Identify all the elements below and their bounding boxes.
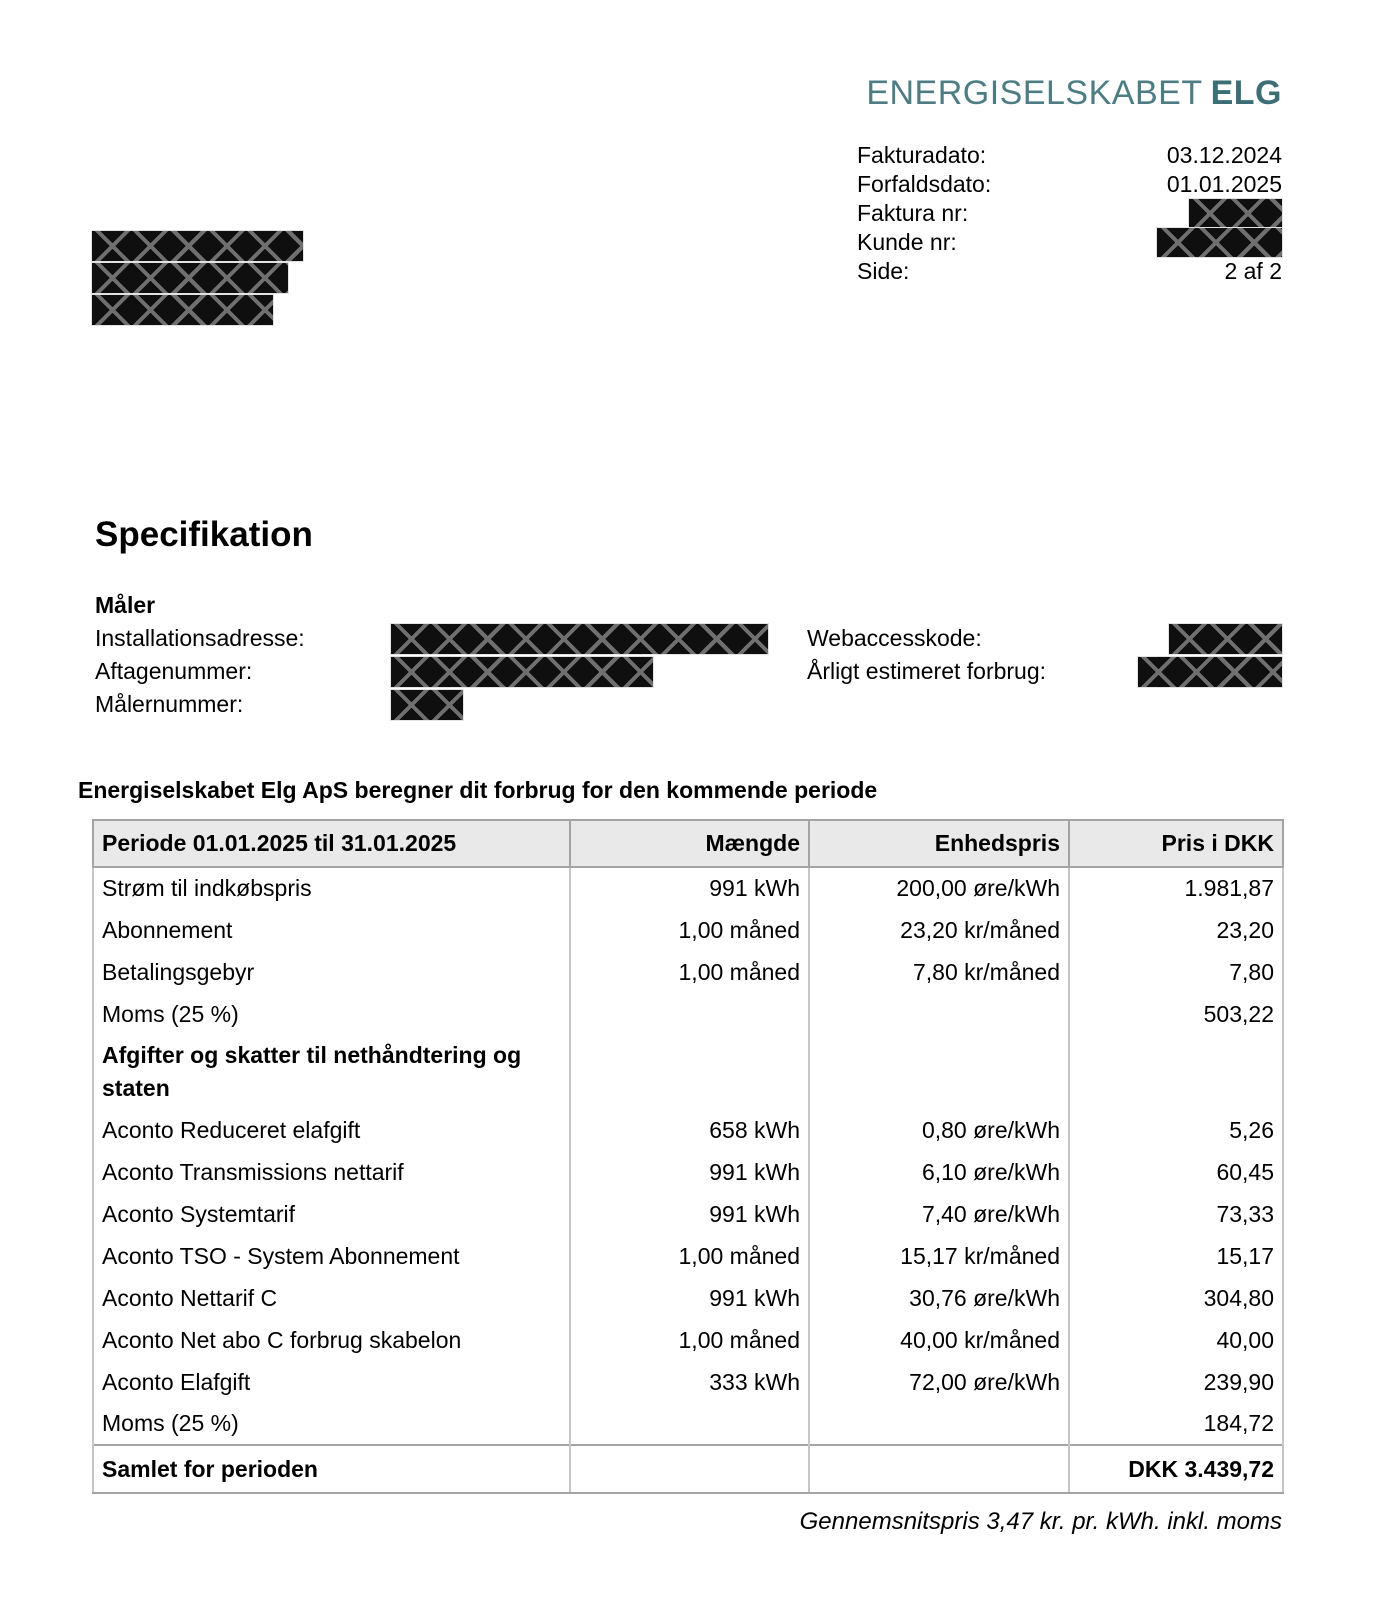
table-row [93,909,1283,951]
meter-heading: Måler [95,592,156,618]
cell-label: Aconto Nettarif C [93,1277,570,1319]
meter-row [95,655,1282,688]
empty-cell [570,1445,809,1493]
empty-cell [809,1445,1069,1493]
meter-label-meter-number: Målernummer: [95,691,244,717]
cell-quantity: 1,00 måned [570,1319,809,1361]
cell-label: Strøm til indkøbspris [93,867,570,909]
redacted-metering-point-number [391,657,653,687]
meter-label-web-access-code: Webaccesskode: [807,625,982,651]
col-header-price: Pris i DKK [1069,820,1283,867]
cell-label: Moms (25 %) [93,1403,570,1445]
redacted-meter-number [391,690,463,720]
meter-row [95,622,1282,655]
meter-label-metering-point: Aftagenummer: [95,658,253,684]
meta-row-invoice-number [857,199,1282,228]
table-row [93,1109,1283,1151]
col-header-unit-price: Enhedspris [809,820,1069,867]
cell-unit-price: 40,00 kr/måned [809,1319,1069,1361]
table-row [93,1277,1283,1319]
col-header-period: Periode 01.01.2025 til 31.01.2025 [93,820,570,867]
cell-quantity: 333 kWh [570,1361,809,1403]
cell-price: 73,33 [1069,1193,1283,1235]
redacted-address-line [92,263,288,293]
average-price-note: Gennemsnitspris 3,47 kr. pr. kWh. inkl. moms [799,1508,1282,1535]
table-row [93,1035,1283,1109]
cell-quantity: 1,00 måned [570,951,809,993]
cell-label: Afgifter og skatter til nethåndtering og staten [93,1035,570,1109]
cell-price: 239,90 [1069,1361,1283,1403]
cell-label: Aconto Systemtarif [93,1193,570,1235]
table-row [93,867,1283,909]
cell-label: Betalingsgebyr [93,951,570,993]
redacted-estimated-consumption [1138,657,1282,687]
table-row [93,1193,1283,1235]
cell-unit-price: 15,17 kr/måned [809,1235,1069,1277]
redacted-address-line [92,231,303,261]
meta-value: 03.12.2024 [1166,142,1282,168]
brand-name: ENERGISELSKABET [866,74,1203,112]
cell-quantity: 991 kWh [570,1193,809,1235]
cell-unit-price: 200,00 øre/kWh [809,867,1069,909]
meter-label-installation-address: Installationsadresse: [95,625,305,651]
meter-section [95,589,1282,721]
table-row [93,1403,1283,1445]
cell-price: 1.981,87 [1069,867,1283,909]
cell-quantity: 991 kWh [570,867,809,909]
page-title: Specifikation [95,515,313,554]
meta-label: Side: [857,258,910,284]
cell-price: 304,80 [1069,1277,1283,1319]
cell-price: 503,22 [1069,993,1283,1035]
table-row [93,1235,1283,1277]
meta-label: Faktura nr: [857,200,969,226]
cell-quantity [570,1035,809,1109]
meta-row-invoice-date [857,141,1282,170]
cell-price: 184,72 [1069,1403,1283,1445]
meta-row-customer-number [857,228,1282,257]
table-row [93,1319,1283,1361]
meta-row-due-date [857,170,1282,199]
cell-price: 60,45 [1069,1151,1283,1193]
cell-unit-price: 30,76 øre/kWh [809,1277,1069,1319]
cell-price: 23,20 [1069,909,1283,951]
meta-value: 01.01.2025 [1166,171,1282,197]
cell-unit-price [809,1403,1069,1445]
cell-quantity [570,993,809,1035]
cell-label: Abonnement [93,909,570,951]
redacted-invoice-number [1189,199,1282,228]
table-row [93,951,1283,993]
meta-label: Forfaldsdato: [857,171,992,197]
cell-unit-price [809,993,1069,1035]
cell-price [1069,1035,1283,1109]
cell-unit-price: 72,00 øre/kWh [809,1361,1069,1403]
meter-label-estimated-consumption: Årligt estimeret forbrug: [807,658,1047,684]
meta-row-page [857,257,1282,286]
cell-label: Moms (25 %) [93,993,570,1035]
meta-label: Kunde nr: [857,229,957,255]
cell-unit-price: 7,80 kr/måned [809,951,1069,993]
cell-unit-price: 7,40 øre/kWh [809,1193,1069,1235]
cell-unit-price [809,1035,1069,1109]
cell-price: 40,00 [1069,1319,1283,1361]
cell-quantity: 991 kWh [570,1277,809,1319]
table-row [93,1361,1283,1403]
brand-logo [866,74,1282,113]
cell-label: Aconto Transmissions nettarif [93,1151,570,1193]
total-value: DKK 3.439,72 [1069,1445,1283,1493]
cell-price: 5,26 [1069,1109,1283,1151]
meter-row [95,688,1282,721]
redacted-recipient-address [92,231,303,327]
cell-label: Aconto Elafgift [93,1361,570,1403]
total-row [93,1445,1283,1493]
table-header-row [93,820,1283,867]
cell-unit-price: 0,80 øre/kWh [809,1109,1069,1151]
spec-table [92,819,1284,1494]
cell-price: 15,17 [1069,1235,1283,1277]
redacted-installation-address [391,624,768,654]
cell-quantity: 1,00 måned [570,1235,809,1277]
cell-label: Aconto Net abo C forbrug skabelon [93,1319,570,1361]
redacted-customer-number [1157,228,1282,257]
table-title: Energiselskabet Elg ApS beregner dit forbrug for den kommende periode [78,777,878,803]
brand-suffix: ELG [1210,74,1282,112]
cell-quantity [570,1403,809,1445]
cell-quantity: 991 kWh [570,1151,809,1193]
cell-unit-price: 23,20 kr/måned [809,909,1069,951]
cell-quantity: 658 kWh [570,1109,809,1151]
spec-table-body [93,867,1283,1445]
cell-unit-price: 6,10 øre/kWh [809,1151,1069,1193]
cell-label: Aconto Reduceret elafgift [93,1109,570,1151]
meta-value: 2 af 2 [1224,258,1282,284]
table-row [93,1151,1283,1193]
redacted-web-access-code [1169,624,1282,654]
meta-label: Fakturadato: [857,142,987,168]
cell-price: 7,80 [1069,951,1283,993]
redacted-address-line [92,295,273,325]
col-header-quantity: Mængde [570,820,809,867]
table-row [93,993,1283,1035]
total-label: Samlet for perioden [93,1445,570,1493]
cell-label: Aconto TSO - System Abonnement [93,1235,570,1277]
cell-quantity: 1,00 måned [570,909,809,951]
invoice-meta [857,141,1282,286]
